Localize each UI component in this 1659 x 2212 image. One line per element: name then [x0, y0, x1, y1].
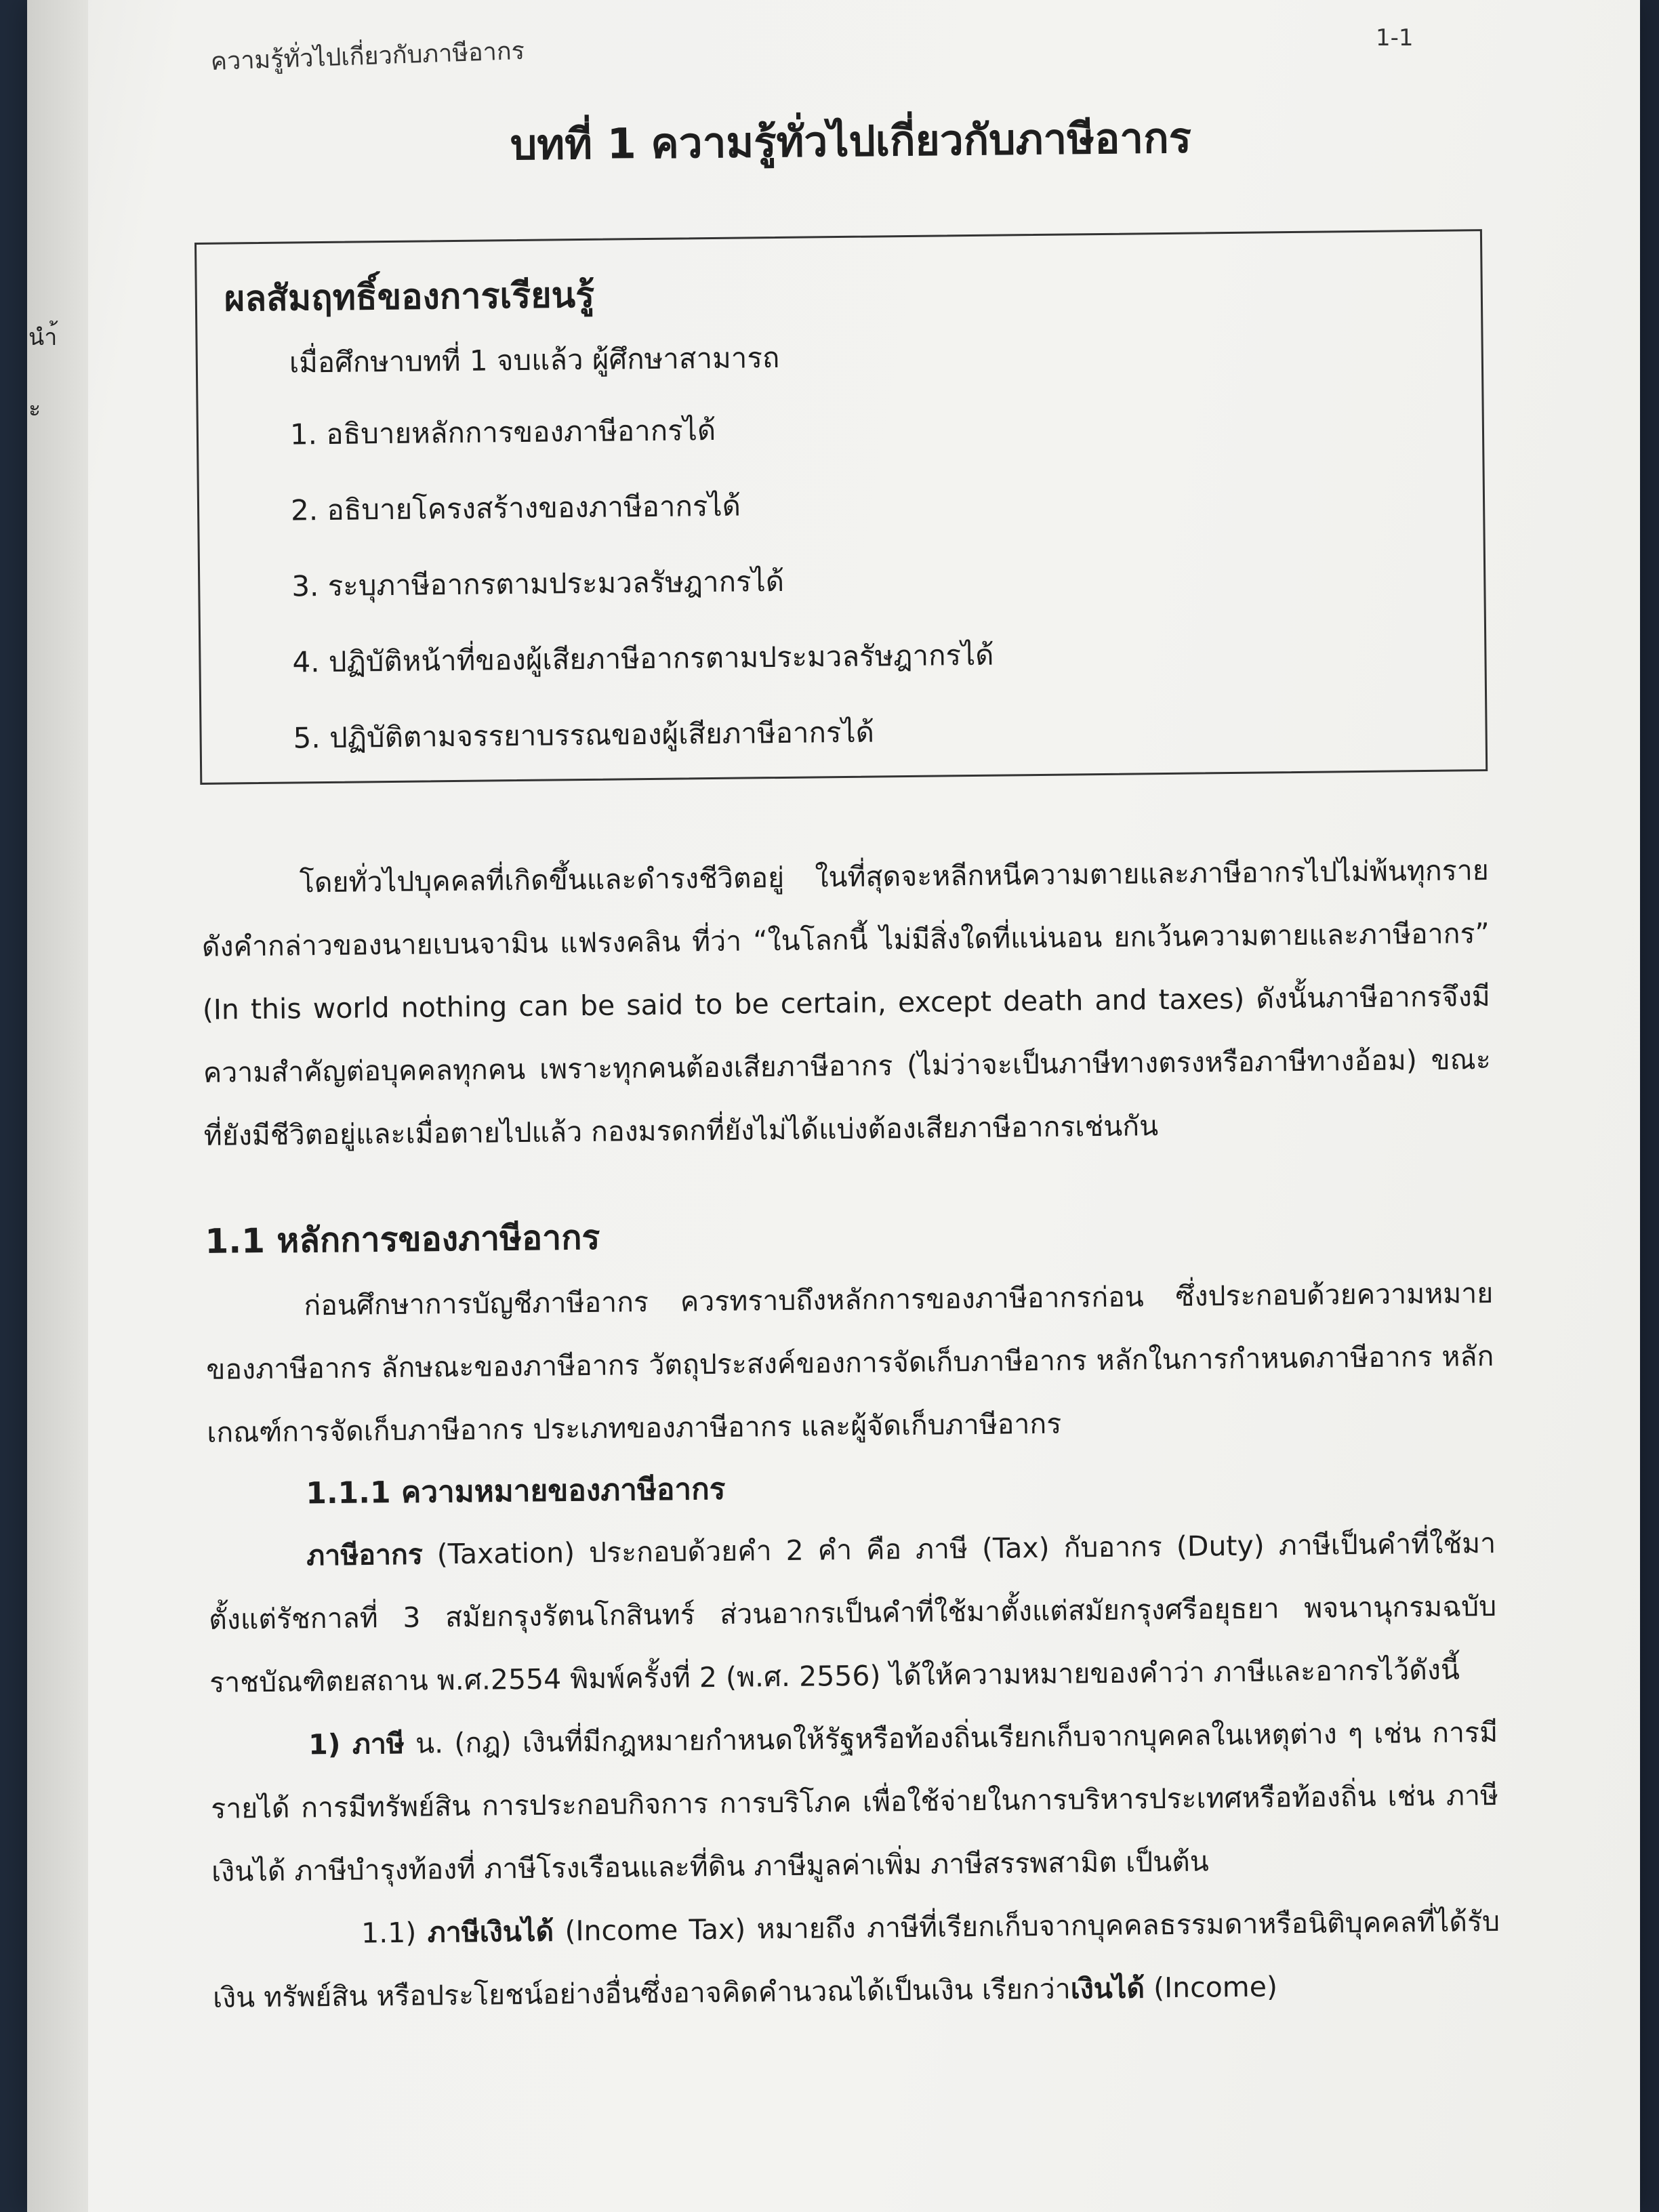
outcomes-intro: เมื่อศึกษาบทที่ 1 จบแล้ว ผู้ศึกษาสามารถ: [289, 340, 780, 380]
outcome-item: 4. ปฏิบัติหน้าที่ของผู้เสียภาษีอากรตามประมวลรัษฎากรได้: [292, 638, 994, 679]
section-1-1-1-title: 1.1.1 ความหมายของภาษีอากร: [306, 1471, 726, 1511]
previous-page-edge: [27, 0, 88, 2212]
item-number: 1.1): [361, 1916, 428, 1950]
taxation-definition-paragraph: [208, 1512, 1498, 1715]
term-taxation: ภาษีอากร: [306, 1538, 424, 1572]
outcome-item: 1. อธิบายหลักการของภาษีอากรได้: [289, 413, 716, 451]
running-header: ความรู้ทั่วไปเกี่ยวกับภาษีอากร: [210, 37, 525, 76]
income-tail: (Income): [1144, 1970, 1278, 2005]
learning-outcomes-box: [194, 229, 1488, 785]
outcomes-list: [226, 401, 1458, 762]
outcome-item: 5. ปฏิบัติตามจรรยาบรรณของผู้เสียภาษีอากรได้: [293, 715, 875, 755]
edge-text-1: นำ้: [28, 324, 58, 351]
income-tax-text: (Income Tax) หมายถึง ภาษีที่เรียกเก็บจากบุคคลธรรมดาหรือนิติบุคคลที่ได้รับเงิน ทรัพย์สิน หรือประโยชน์อย่างอื่นซึ่งอาจคิดคำนวณได้เป็นเงิน เรียกว่า: [212, 1904, 1500, 2014]
taxation-definition-text: (Taxation) ประกอบด้วยคำ 2 คำ คือ ภาษี (Tax) กับอากร (Duty) ภาษีเป็นคำที่ใช้มาตั้งแต่รัชกาลที่ 3 สมัยกรุงรัตนโกสินทร์ ส่วนอากรเป็นคำที่ใช้มาตั้งแต่สมัยกรุงศรีอยุธยา พจนานุกรมฉบับราชบัณฑิตยสถาน พ.ศ.2554 พิมพ์ครั้งที่ 2 (พ.ศ. 2556) ได้ให้ความหมายของคำว่า ภาษีและอากรไว้ดังนี้: [208, 1526, 1497, 1699]
outcomes-title: ผลสัมฤทธิ์ของการเรียนรู้: [224, 274, 595, 320]
book-page: [27, 0, 1640, 2212]
tax-definition-text: น. (กฎ) เงินที่มีกฎหมายกำหนดให้รัฐหรือท้องถิ่นเรียกเก็บจากบุคคลในเหตุต่าง ๆ เช่น การมีรายได้ การมีทรัพย์สิน การประกอบกิจการ การบริโภค เพื่อใช้จ่ายในการบริหารประเทศหรือท้องถิ่น เช่น ภาษีเงินได้ ภาษีบำรุงท้องที่ ภาษีโรงเรือนและที่ดิน ภาษีมูลค่าเพิ่ม ภาษีสรรพสามิต เป็นต้น: [210, 1715, 1499, 1888]
income-tax-paragraph: [212, 1890, 1501, 2030]
page-number: 1-1: [1376, 24, 1414, 52]
chapter-title: บทที่ 1 ความรู้ทั่วไปเกี่ยวกับภาษีอากร: [510, 112, 1192, 170]
term-income: เงินได้: [1070, 1971, 1145, 2005]
section-1-1-title: 1.1 หลักการของภาษีอากร: [205, 1217, 600, 1261]
intro-paragraph: โดยทั่วไปบุคคลที่เกิดขึ้นและดำรงชีวิตอยู่ ในที่สุดจะหลีกหนีความตายและภาษีอากรไปไม่พ้นทุกราย ดังคำกล่าวของนายเบนจามิน แฟรงคลิน ที่ว่า “ในโลกนี้ ไม่มีสิ่งใดที่แน่นอน ยกเว้นความตายและภาษีอากร” (In this world nothing can be said to be certain, except death and taxes) ดังนั้นภาษีอากรจึงมีความสำคัญต่อบุคคลทุกคน เพราะทุกคนต้องเสียภาษีอากร (ไม่ว่าจะเป็นภาษีทางตรงหรือภาษีทางอ้อม) ขณะที่ยังมีชีวิตอยู่และเมื่อตายไปแล้ว กองมรดกที่ยังไม่ได้แบ่งต้องเสียภาษีอากรเช่นกัน: [201, 854, 1491, 1152]
edge-text-2: ะ: [28, 395, 41, 422]
section-1-1-paragraph: ก่อนศึกษาการบัญชีภาษีอากร ควรทราบถึงหลักการของภาษีอากรก่อน ซึ่งประกอบด้วยความหมายของภาษีอากร ลักษณะของภาษีอากร วัตถุประสงค์ของการจัดเก็บภาษีอากร หลักในการกำหนดภาษีอากร หลักเกณฑ์การจัดเก็บภาษีอากร ประเภทของภาษีอากร และผู้จัดเก็บภาษีอากร: [206, 1277, 1494, 1449]
term-tax: 1) ภาษี: [308, 1727, 405, 1761]
term-income-tax: ภาษีเงินได้: [427, 1914, 554, 1949]
outcome-item: 3. ระบุภาษีอากรตามประมวลรัษฎากรได้: [291, 564, 785, 603]
page-content: [193, 102, 1500, 2030]
tax-definition-paragraph: [210, 1701, 1500, 1904]
outcome-item: 2. อธิบายโครงสร้างของภาษีอากรได้: [290, 489, 741, 527]
